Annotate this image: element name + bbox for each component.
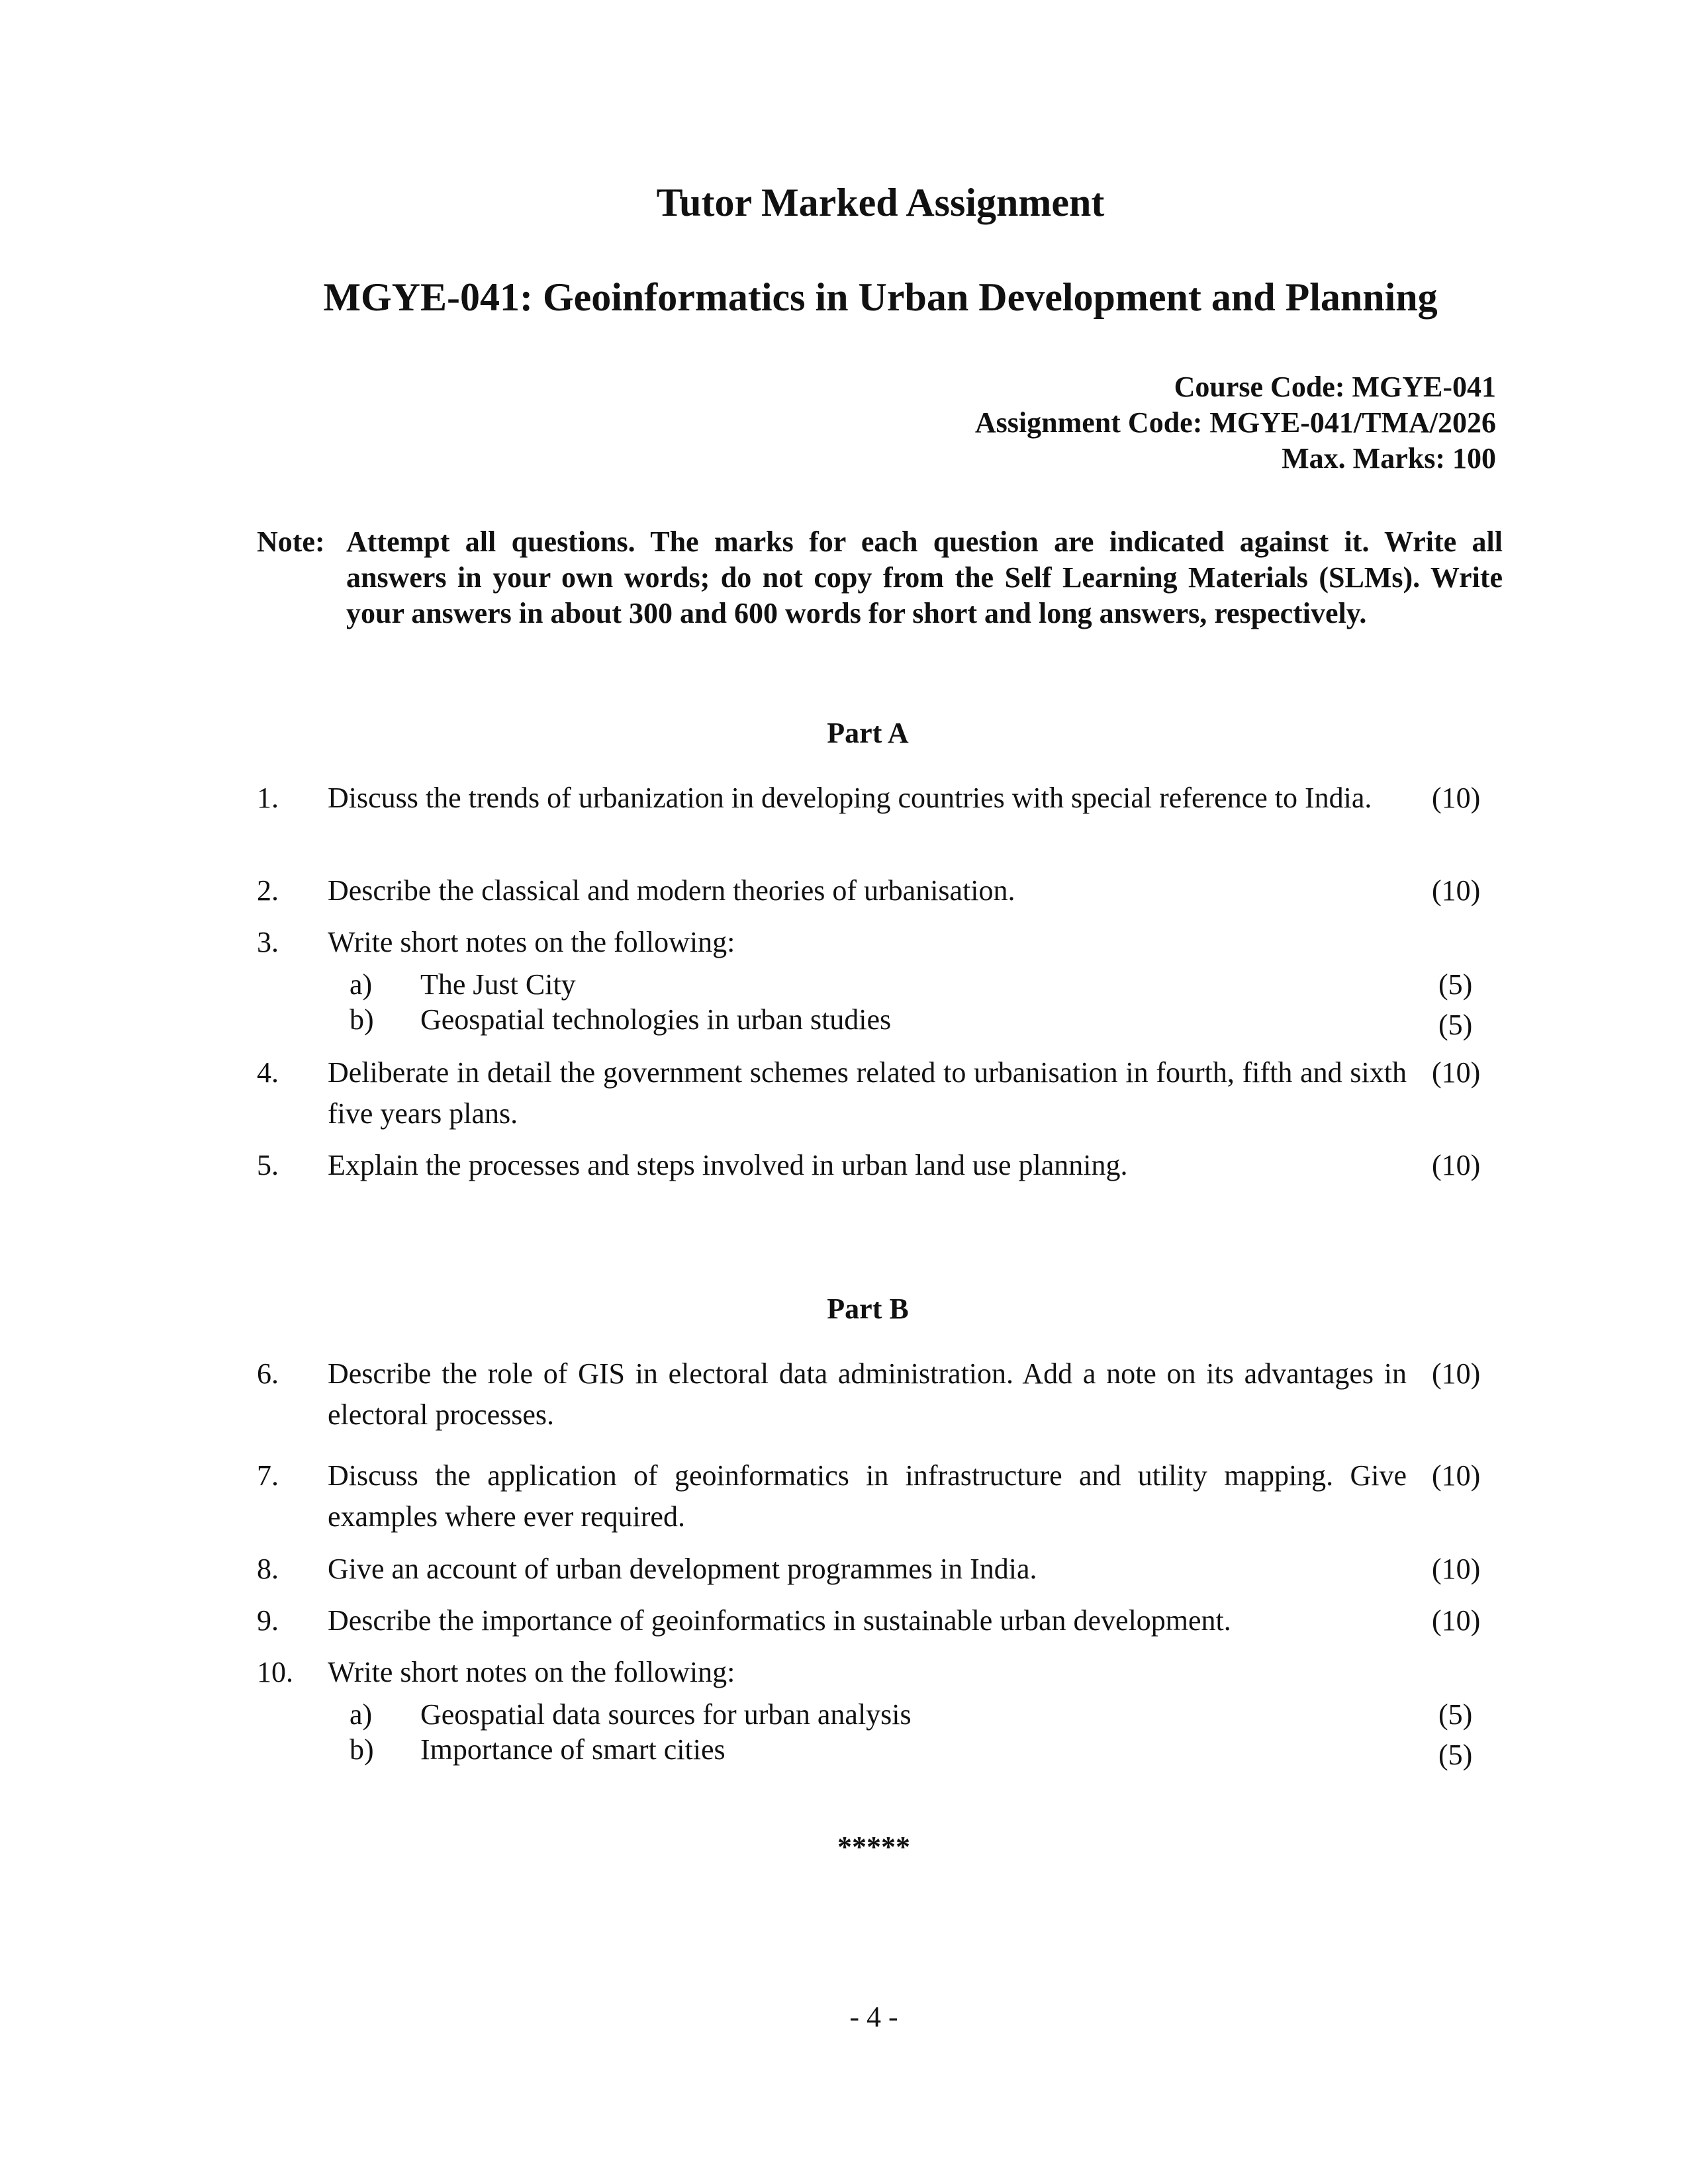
question-text: Explain the processes and steps involved in urban land use planning. [328, 1149, 1128, 1181]
sub-letter: b) [350, 1733, 374, 1766]
question-number: 10. [257, 1656, 293, 1688]
end-marker: ***** [837, 1831, 910, 1863]
question-marks: (10) [1432, 782, 1481, 814]
question-number: 8. [257, 1553, 279, 1585]
page-number: - 4 - [849, 2001, 898, 2033]
part-b-heading: Part B [827, 1293, 909, 1325]
sub-marks: (5) [1438, 968, 1473, 1001]
question-marks: (10) [1432, 1056, 1481, 1089]
sub-text: Importance of smart cities [420, 1733, 726, 1766]
question-number: 2. [257, 874, 279, 907]
sub-marks: (5) [1438, 1739, 1473, 1771]
sub-text: Geospatial technologies in urban studies [420, 1003, 892, 1036]
question-marks: (10) [1432, 874, 1481, 907]
note-label: Note: [257, 525, 325, 558]
question-text: Write short notes on the following: [328, 926, 735, 958]
sub-letter: b) [350, 1003, 374, 1036]
question-marks: (10) [1432, 1459, 1481, 1492]
question-number: 7. [257, 1459, 279, 1492]
document-title: Tutor Marked Assignment [656, 181, 1105, 224]
question-text: Describe the classical and modern theories of urbanisation. [328, 874, 1015, 907]
question-number: 5. [257, 1149, 279, 1181]
question-number: 3. [257, 926, 279, 958]
question-marks: (10) [1432, 1604, 1481, 1637]
question-number: 4. [257, 1056, 279, 1089]
question-marks: (10) [1432, 1149, 1481, 1181]
sub-text: Geospatial data sources for urban analysis [420, 1698, 912, 1731]
question-text: Discuss the trends of urbanization in developing countries with special reference to India. [328, 782, 1372, 814]
question-text: Describe the role of GIS in electoral data administration. Add a note on its advantages in electoral processes. [328, 1357, 1407, 1431]
note-text: Attempt all questions. The marks for each question are indicated against it. Write all answers in your own words; do not copy from the Self Learning Materials (SLMs). Write your answers in about 300 and 600 words for short and long answers, respectively. [346, 525, 1503, 629]
part-a-heading: Part A [827, 717, 909, 749]
question-text: Give an account of urban development programmes in India. [328, 1553, 1037, 1585]
sub-letter: a) [350, 968, 373, 1001]
question-text: Discuss the application of geoinformatics in infrastructure and utility mapping. Give examples where ever required. [328, 1459, 1407, 1533]
question-marks: (10) [1432, 1357, 1481, 1390]
question-text: Deliberate in detail the government schemes related to urbanisation in fourth, fifth and sixth five years plans. [328, 1056, 1407, 1130]
question-number: 6. [257, 1357, 279, 1390]
question-number: 9. [257, 1604, 279, 1637]
assignment-meta [975, 369, 1496, 477]
course-title: MGYE-041: Geoinformatics in Urban Development and Planning [323, 275, 1438, 319]
question-number: 1. [257, 782, 279, 814]
sub-marks: (5) [1438, 1698, 1473, 1731]
question-text: Describe the importance of geoinformatics in sustainable urban development. [328, 1604, 1231, 1637]
assignment-code: Assignment Code: MGYE-041/TMA/2026 [974, 406, 1496, 439]
question-text: Write short notes on the following: [328, 1656, 735, 1688]
sub-text: The Just City [420, 968, 576, 1001]
course-code: Course Code: MGYE-041 [1174, 371, 1496, 403]
question-marks: (10) [1432, 1553, 1481, 1585]
max-marks: Max. Marks: 100 [1282, 442, 1496, 475]
sub-marks: (5) [1438, 1009, 1473, 1041]
sub-letter: a) [350, 1698, 373, 1731]
